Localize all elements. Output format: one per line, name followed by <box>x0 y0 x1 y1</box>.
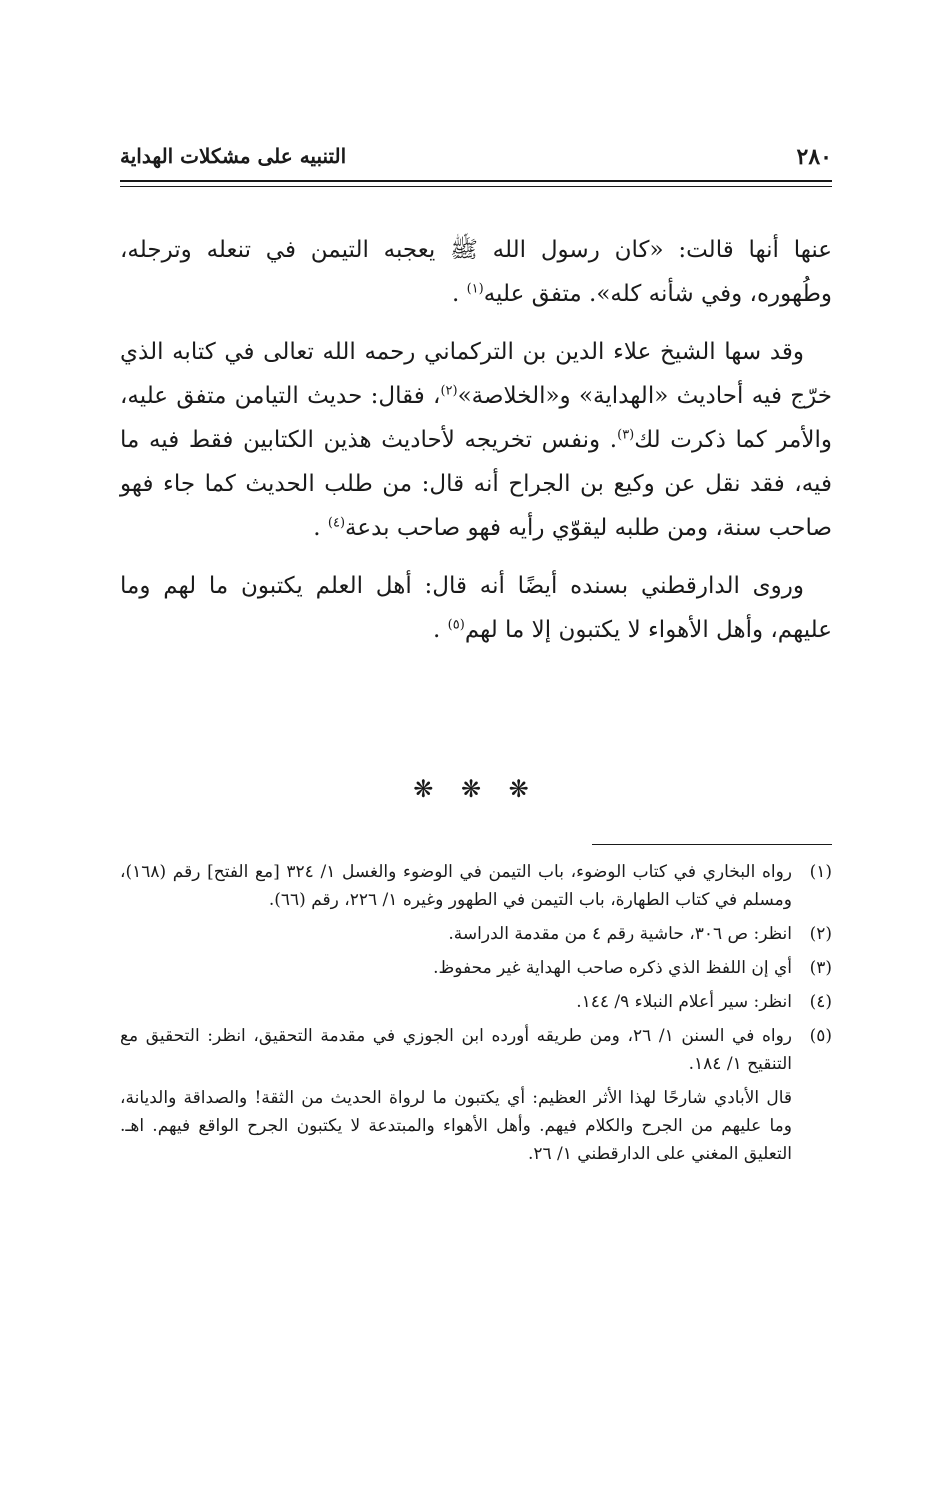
footnote-item <box>120 988 832 1016</box>
footnote-ref-1: (١) <box>466 281 484 297</box>
footnote-number: (٥) <box>809 1026 832 1046</box>
p1-line2: وطُهوره، وفي شأنه كله». متفق عليه <box>483 281 832 307</box>
paragraph-1 <box>120 228 832 316</box>
section-separator: ❋ ❋ ❋ <box>413 775 539 803</box>
footnote-ref-2: (٢) <box>440 383 458 399</box>
footnotes <box>120 858 832 1174</box>
footnote-rule <box>592 844 832 845</box>
page-header <box>120 140 832 180</box>
footnote-item <box>120 1084 832 1168</box>
footnote-ref-5: (٥) <box>447 617 465 633</box>
paragraph-3 <box>120 564 832 652</box>
footnote-item <box>120 920 832 948</box>
footnote-item <box>120 954 832 982</box>
footnote-text: انظر: ص ٣٠٦، حاشية رقم ٤ من مقدمة الدراسة. <box>448 924 792 944</box>
main-text <box>120 228 832 666</box>
footnote-number <box>792 1084 832 1168</box>
footnote-ref-3: (٣) <box>617 427 635 443</box>
p2-part3: . ونفس تخريجه لأحاديث هذين الكتابين فقط فيه ما فيه، فقد نقل عن وكيع بن الجراح أنه قال: من طلب الحديث كما جاء فهو صاحب سنة، ومن طلبه ليقوّي رأيه فهو صاحب بدعة <box>120 427 832 541</box>
page-number: ٢٨٠ <box>796 144 832 170</box>
footnote-number: (١) <box>809 862 832 882</box>
footnote-text: قال الأبادي شارحًا لهذا الأثر العظيم: أي يكتبون ما لرواة الحديث من الثقة! والصداقة والديانة، وما عليهم من الجرح والكلام فيهم. وأهل الأهواء والمبتدعة لا يكتبون الجرح الواقع فيهم. اهـ. التعليق المغني على الدارقطني ١/ ٢٦. <box>120 1088 792 1164</box>
footnote-text: رواه في السنن ١/ ٢٦، ومن طريقه أورده ابن الجوزي في مقدمة التحقيق، انظر: التحقيق مع التنقيح ١/ ١٨٤. <box>120 1026 792 1074</box>
running-title: التنبيه على مشكلات الهداية <box>120 144 347 168</box>
p2-part2: ، فقال: حديث التيامن متفق عليه، والأمر كما ذكرت لك <box>120 383 832 453</box>
footnote-item <box>120 1022 832 1078</box>
p2-end: . <box>313 515 321 541</box>
p3-part1: وروى الدارقطني بسنده أيضًا أنه قال: أهل العلم يكتبون ما لهم وما عليهم، وأهل الأهواء لا يكتبون إلا ما لهم <box>120 573 832 643</box>
header-rule-thick <box>120 180 832 182</box>
footnote-ref-4: (٤) <box>327 515 346 531</box>
footnote-number: (٤) <box>809 992 832 1012</box>
footnote-number: (٣) <box>809 958 832 978</box>
p2-part1: وقد سها الشيخ علاء الدين بن التركماني رحمه الله تعالى في كتابه الذي خرّج فيه أحاديث «الهداية» و«الخلاصة» <box>120 339 832 409</box>
footnote-number: (٢) <box>809 924 832 944</box>
footnote-text: رواه البخاري في كتاب الوضوء، باب التيمن في الوضوء والغسل ١/ ٣٢٤ [مع الفتح] رقم (١٦٨)، ومسلم في كتاب الطهارة، باب التيمن في الطهور وغيره ١/ ٢٢٦، رقم (٦٦). <box>120 862 792 910</box>
header-rule-thin <box>120 186 832 187</box>
p1-end: . <box>451 281 460 307</box>
paragraph-2 <box>120 330 832 550</box>
footnote-text: انظر: سير أعلام النبلاء ٩/ ١٤٤. <box>576 992 792 1012</box>
footnote-text: أي إن اللفظ الذي ذكره صاحب الهداية غير محفوظ. <box>433 958 792 978</box>
p1-line1: عنها أنها قالت: «كان رسول الله ﷺ يعجبه التيمن في تنعله وترجله، <box>120 237 832 263</box>
footnote-item <box>120 858 832 914</box>
p3-end: . <box>433 617 441 643</box>
